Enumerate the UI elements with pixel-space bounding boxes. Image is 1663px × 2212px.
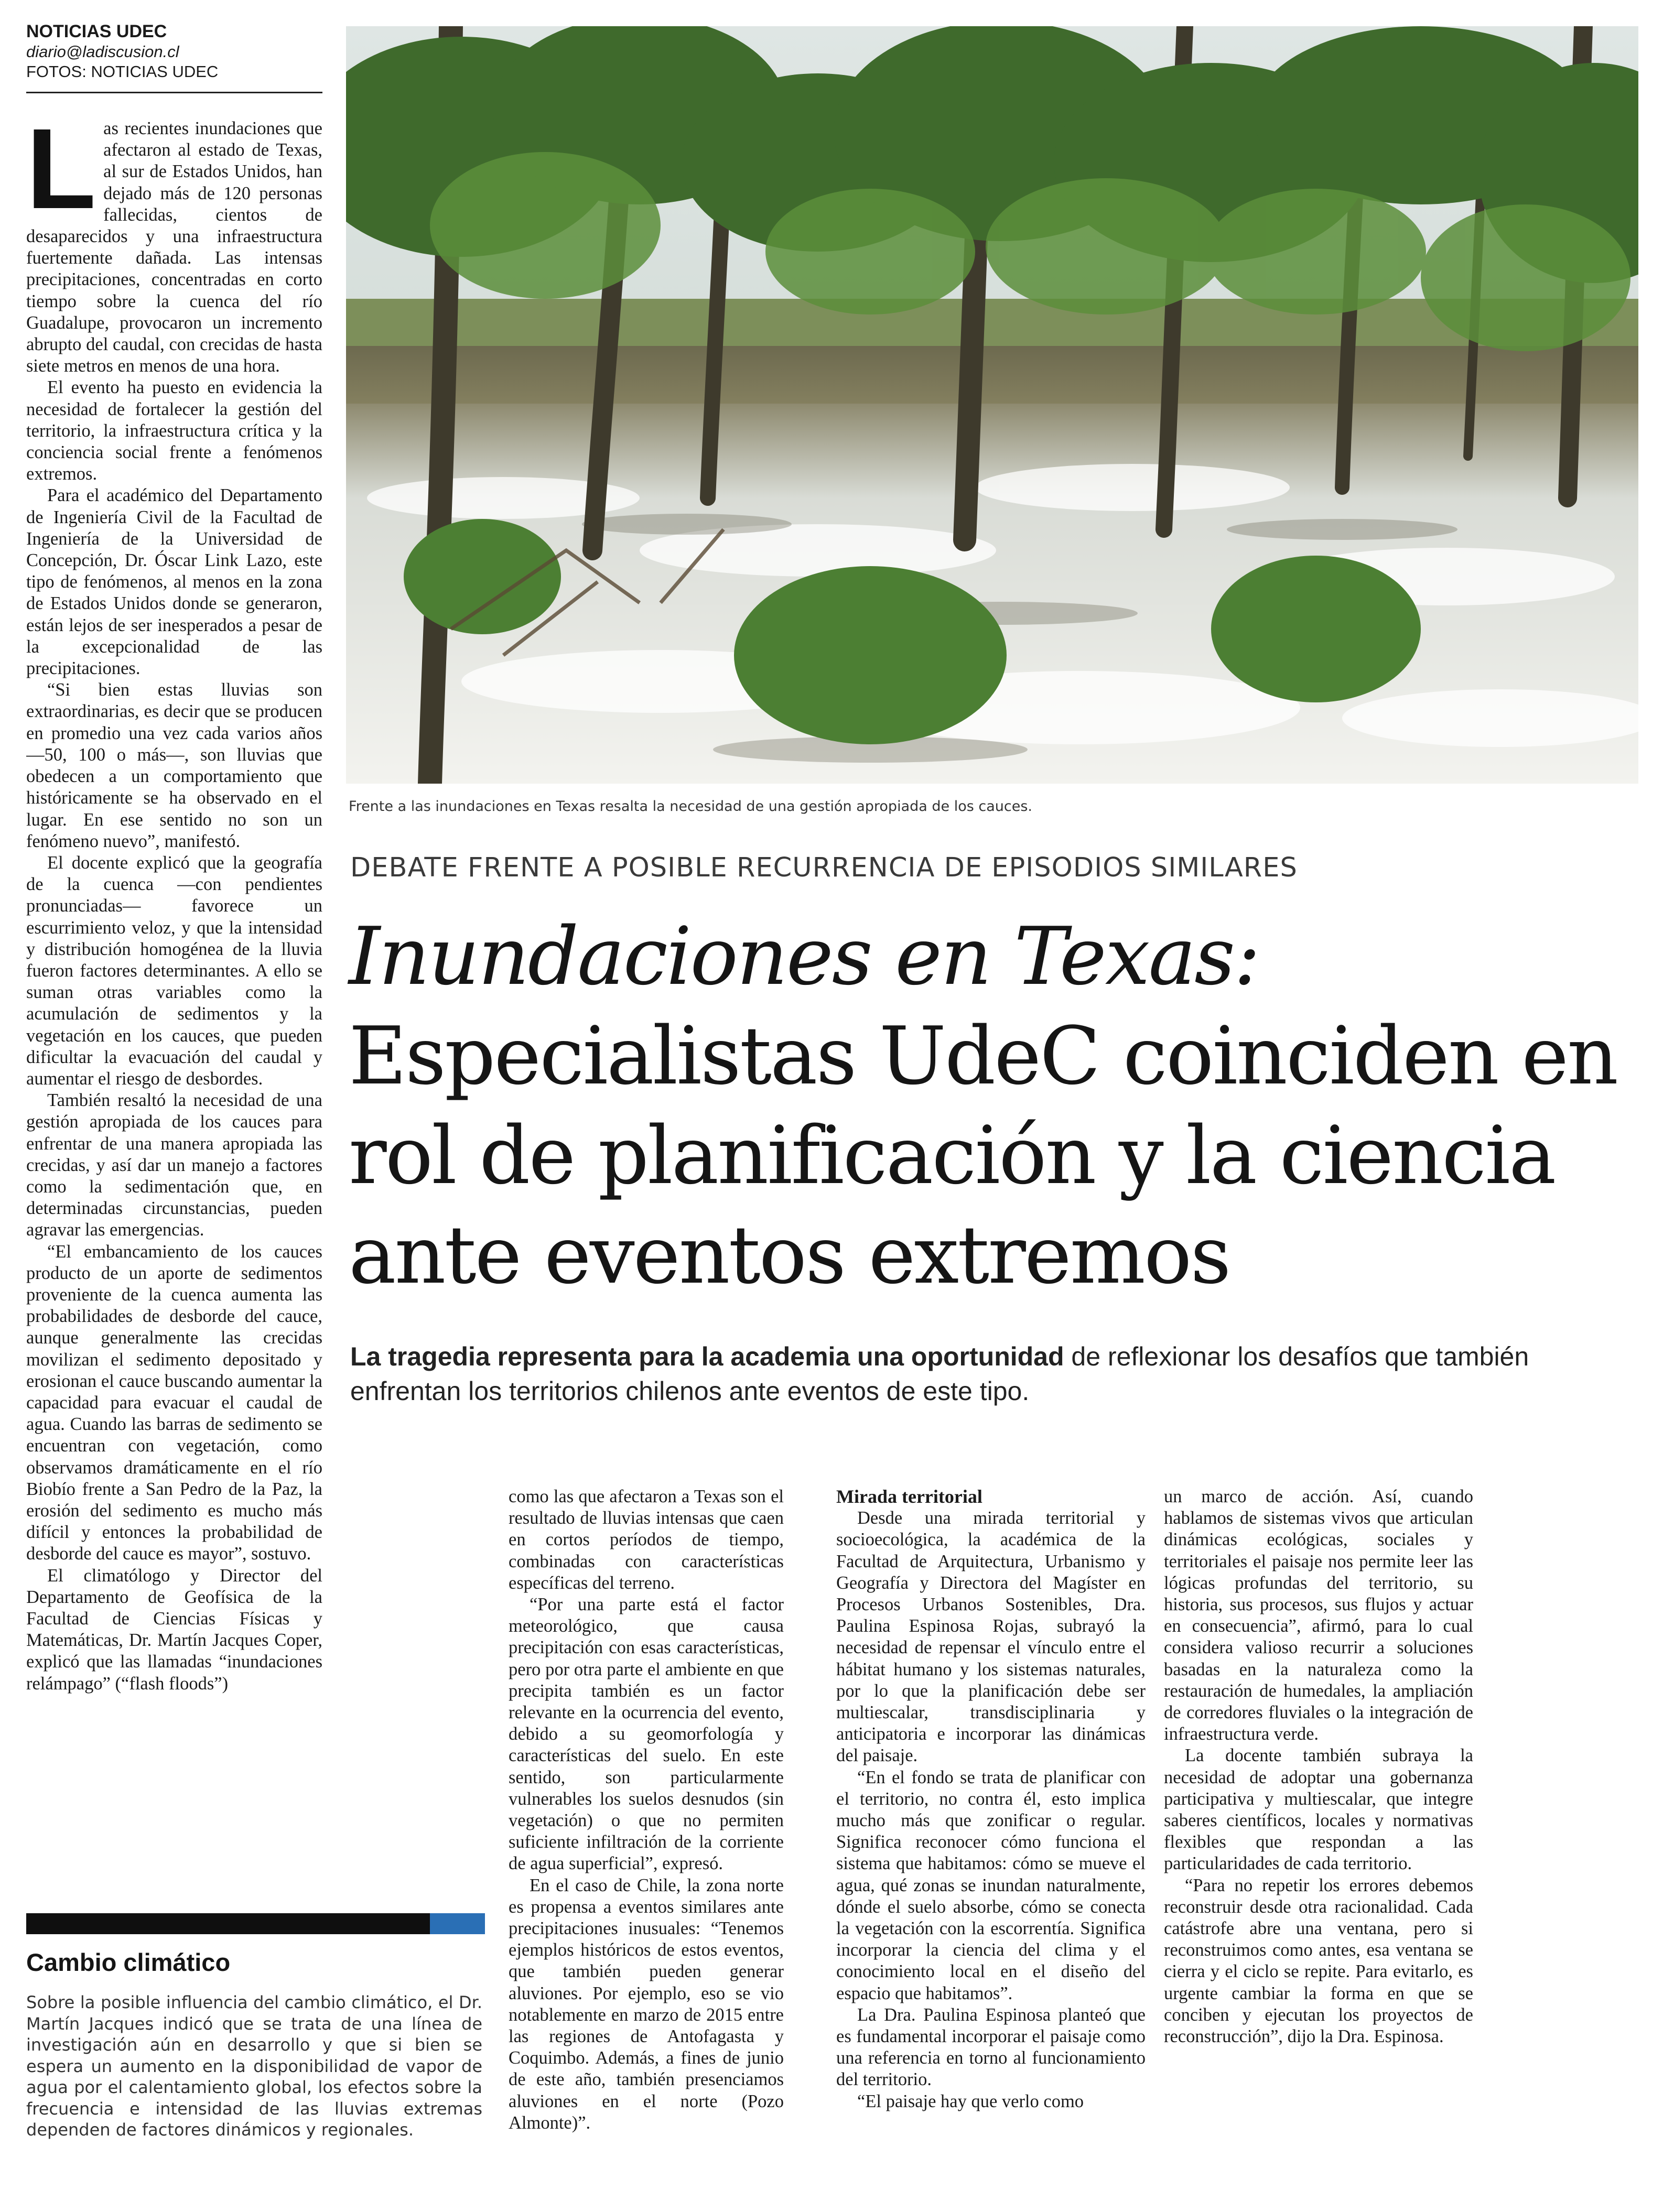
- flood-photo: [346, 26, 1638, 784]
- sidebar-bar: [26, 1913, 430, 1934]
- paragraph: En el caso de Chile, la zona norte es propensa a eventos similares ante precipitaciones inusuales: “Tenemos ejemplos históricos de estos eventos, que también pueden generar aluviones. Por ejemplo, eso se vio notablemente en marzo de 2015 entre las regiones de Antofagasta y Coquimbo. Además, a fines de junio de este año, también presenciamos aluviones en el norte (Pozo Almonte)”.: [509, 1875, 784, 2133]
- paragraph: “En el fondo se trata de planificar con el territorio, no contra él, esto implica mucho más que zonificar o regular. Significa reconocer cómo funciona el sistema que habitamos: cómo se mueve el agua, qué zonas se inundan naturalmente, dónde el suelo absorbe, cómo se conecta la vegetación con la escorrentía. Significa incorporar la ciencia del clima y el conocimiento local en el diseño del espacio que habitamos”.: [836, 1767, 1146, 2003]
- deck-rest: de reflexionar los desafíos que también enfrentan los territorios chilenos ante eventos de este tipo.: [350, 1342, 1529, 1406]
- paragraph: un marco de acción. Así, cuando hablamos de sistemas vivos que articulan dinámicas ecológicas, sociales y territoriales el paisaje nos permite leer las lógicas profundas del territorio, su historia, sus procesos, sus flujos y actuar en consecuencia”, afirmó, para lo cual considera valioso recurrir a soluciones basadas en la naturaleza como la restauración de humedales, la ampliación de corredores fluviales o la integración de infraestructura verde.: [1164, 1487, 1473, 1744]
- byline: [26, 21, 325, 82]
- deck: [350, 1339, 1635, 1408]
- drop-cap: L: [26, 118, 96, 233]
- paragraph: El docente explicó que la geografía de la cuenca —con pendientes pronunciadas— favorece un escurrimiento veloz, y que la intensidad y distribución homogénea de la lluvia fueron factores determinantes. A ello se suman otras variables como la acumulación de sedimentos y la vegetación en los cauces, que pueden dificultar la evacuación del caudal y aumentar el riesgo de desbordes.: [26, 852, 322, 1089]
- deck-bold: La tragedia representa para la academia una oportunidad: [350, 1342, 1064, 1371]
- paragraph: Para el académico del Departamento de Ingeniería Civil de la Facultad de Ingeniería de la Universidad de Concepción, Dr. Óscar Link Lazo, este tipo de fenómenos, al menos en la zona de Estados Unidos donde se generaron, están lejos de ser inesperados a pesar de la excepcionalidad de las precipitaciones.: [26, 485, 322, 679]
- paragraph: como las que afectaron a Texas son el resultado de lluvias intensas que caen en cortos períodos de tiempo, combinadas con características específicas del terreno.: [509, 1487, 784, 1593]
- paragraph: as recientes inundaciones que afectaron al estado de Texas, al sur de Estados Unidos, han dejado más de 120 personas fallecidas, cientos de desaparecidos y una infraestructura fuertemente dañada. Las intensas precipitaciones, concentradas en corto tiempo sobre la cuenca del río Guadalupe, provocaron un incremento abrupto del caudal, con crecidas de hasta siete metros en menos de una hora.: [26, 118, 322, 376]
- paragraph: También resaltó la necesidad de una gestión apropiada de los cauces para enfrentar de una manera apropiada las crecidas, y así dar un manejo a factores como la sedimentación que, en determinadas circunstancias, pueden agravar las emergencias.: [26, 1090, 322, 1240]
- article-column-1: [26, 118, 322, 1732]
- headline: [349, 907, 1644, 1305]
- paragraph: “Para no repetir los errores debemos reconstruir desde otra racionalidad. Cada catástrofe abre una ventana, pero si reconstruimos como antes, esa ventana se cierra y el ciclo se repite. Para evitarlo, es urgente cambiar la forma en que se conciben y ejecutan los proyectos de reconstrucción”, dijo la Dra. Espinosa.: [1164, 1875, 1473, 2047]
- headline-main: Especialistas UdeC coinciden en rol de planificación y la ciencia ante eventos extremos: [349, 1010, 1617, 1302]
- paragraph: La Dra. Paulina Espinosa planteó que es fundamental incorporar el paisaje como una referencia en torno al funcionamiento del territorio.: [836, 2004, 1146, 2090]
- paragraph: La docente también subraya la necesidad de adoptar una gobernanza participativa y multiescalar, que integre saberes científicos, locales y normativas flexibles que respondan a las particularidades de cada territorio.: [1164, 1745, 1473, 1874]
- sidebar-title: Cambio climático: [26, 1948, 231, 1976]
- byline-section: NOTICIAS UDEC: [26, 21, 167, 41]
- headline-italic: Inundaciones en Texas:: [349, 910, 1259, 1003]
- byline-divider: [26, 92, 322, 93]
- sidebar-text: Sobre la posible influencia del cambio climático, el Dr. Martín Jacques indicó que se trata de una línea de investigación aún en desarrollo y que si bien se espera un aumento en la disponibilidad de vapor de agua por el calentamiento global, los efectos sobre la frecuencia e intensidad de las lluvias extremas dependen de factores dinámicos y regionales.: [26, 1992, 482, 2140]
- byline-photo-credit: FOTOS: NOTICIAS UDEC: [26, 62, 219, 81]
- paragraph: El evento ha puesto en evidencia la necesidad de fortalecer la gestión del territorio, la infraestructura crítica y la conciencia social frente a fenómenos extremos.: [26, 377, 322, 484]
- paragraph: “El paisaje hay que verlo como: [857, 2091, 1084, 2111]
- paragraph: “Si bien estas lluvias son extraordinarias, es decir que se producen en promedio una vez cada varios años —50, 100 o más—, son lluvias que obedecen a un comportamiento que históricamente se ha observado en el lugar. En ese sentido no son un fenómeno nuevo”, manifestó.: [26, 680, 322, 851]
- section-subhead: Mirada territorial: [836, 1486, 982, 1507]
- article-column-3: [836, 1486, 1146, 2178]
- sidebar-bar-accent: [430, 1913, 485, 1934]
- paragraph: El climatólogo y Director del Departamento de Geofísica de la Facultad de Ciencias Físicas y Matemáticas, Dr. Martín Jacques Coper, explicó que las llamadas “inundaciones relámpago” (“flash floods”): [26, 1565, 322, 1694]
- paragraph: “Por una parte está el factor meteorológico, que causa precipitación con esas características, pero por otra parte el ambiente en que precipita también es un factor relevante en la ocurrencia del evento, debido a su geomorfología y características del suelo. En este sentido, son particularmente vulnerables los suelos desnudos (sin vegetación) o que no permiten suficiente infiltración de la corriente de agua superficial”, expresó.: [509, 1595, 784, 1874]
- paragraph: “El embancamiento de los cauces producto de un aporte de sedimentos proveniente de la cuenca aumenta las probabilidades de desborde del cauce, aunque generalmente las crecidas movilizan el sedimento depositado y erosionan el cauce buscando aumentar la capacidad para evacuar el caudal de agua. Cuando las barras de sedimento se encuentran con vegetación, como observamos dramáticamente en el río Biobío frente a San Pedro de la Paz, la erosión del sedimento es mucho más difícil y entonces la probabilidad de desborde del cauce es mayor”, sostuvo.: [26, 1241, 322, 1564]
- article-column-2: [509, 1486, 784, 2178]
- article-column-4: [1164, 1486, 1473, 2178]
- kicker: DEBATE FRENTE A POSIBLE RECURRENCIA DE EPISODIOS SIMILARES: [350, 852, 1298, 883]
- byline-email[interactable]: diario@ladiscusion.cl: [26, 42, 179, 61]
- paragraph: Desde una mirada territorial y socioecológica, la académica de la Facultad de Arquitectura, Urbanismo y Geografía y Directora del Magíster en Procesos Urbanos Sostenibles, Dra. Paulina Espinosa Rojas, subrayó la necesidad de repensar el vínculo entre el hábitat humano y los sistemas naturales, por lo que la planificación debe ser multiescalar, transdisciplinaria y anticipatoria e incorporar las dinámicas del paisaje.: [836, 1508, 1146, 1766]
- photo-caption: Frente a las inundaciones en Texas resalta la necesidad de una gestión apropiada de los cauces.: [349, 798, 1032, 815]
